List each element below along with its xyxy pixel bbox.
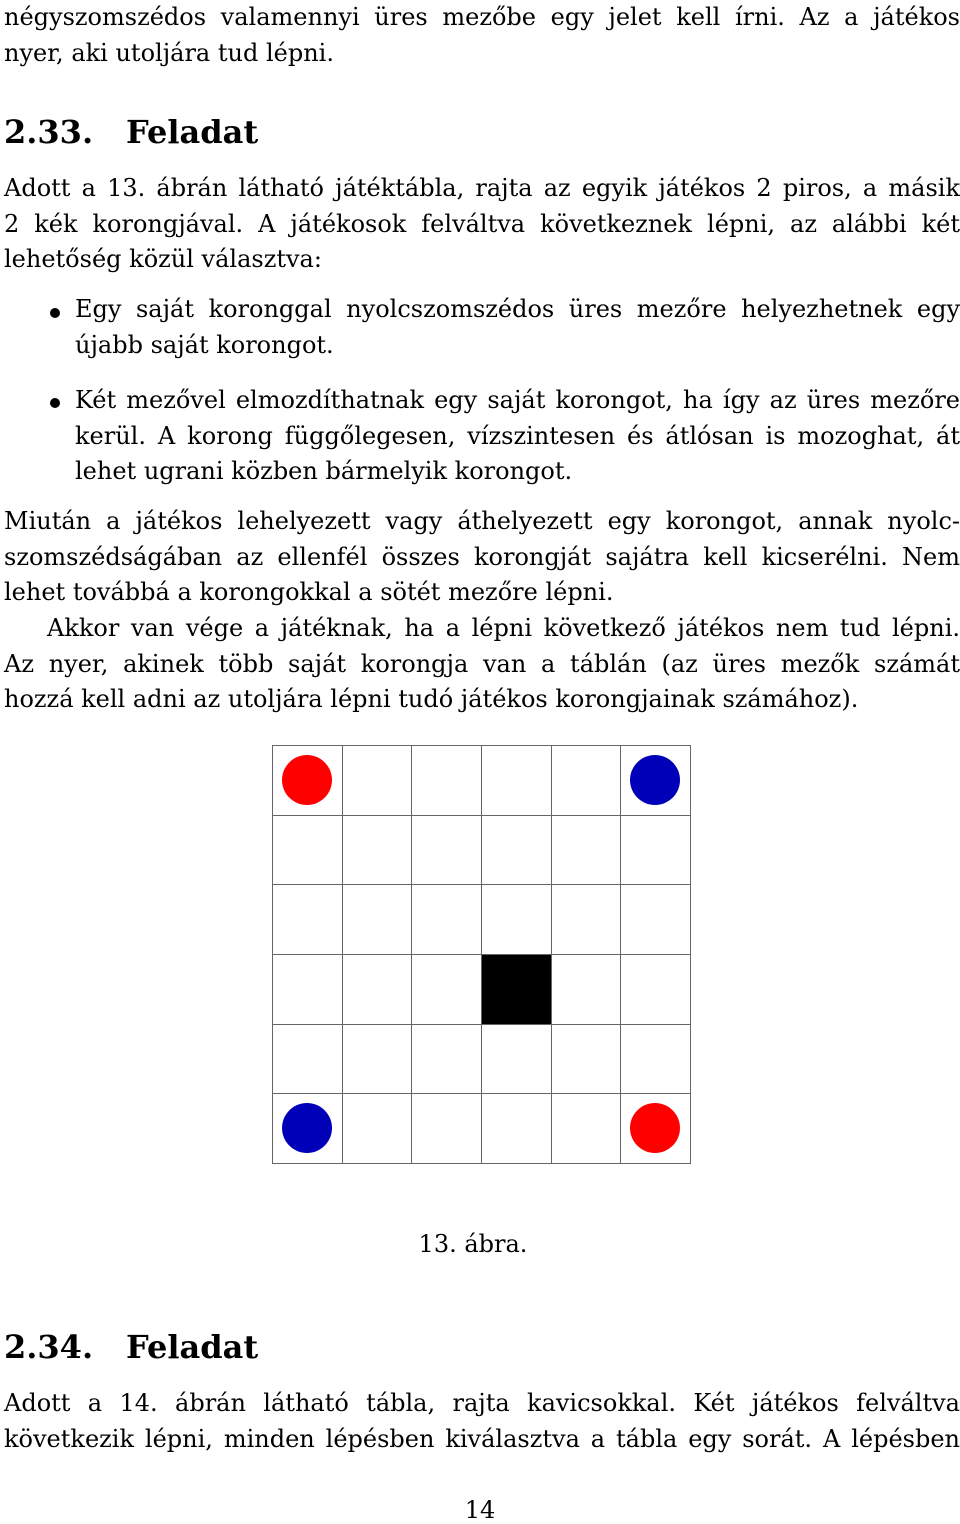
task-paragraph-1 <box>4 171 960 278</box>
board-cell <box>342 884 413 955</box>
board-cell <box>342 745 413 816</box>
board-cell <box>272 954 343 1025</box>
board-cell <box>620 884 691 955</box>
text-line: szomszédságában az ellenfél összes korongját sajátra kell kicserélni. Nem <box>4 542 960 571</box>
board-cell <box>411 745 482 816</box>
board-cell <box>411 1093 482 1164</box>
bullet-item-2 <box>75 383 960 490</box>
text-line: hozzá kell adni az utoljára lépni tudó játékos korongjainak számához). <box>4 685 859 713</box>
board-cell <box>272 1024 343 1095</box>
task-paragraph-2 <box>4 504 960 611</box>
task-paragraph-3 <box>4 611 960 718</box>
board-cell <box>481 745 552 816</box>
section-number: 2.33. <box>4 113 94 151</box>
text-line: 2 kék korongjával. A játékosok felváltva következnek lépni, az alábbi két <box>4 209 960 238</box>
text-line: Akkor van vége a játéknak, ha a lépni következő játékos nem tud lépni. <box>47 614 960 642</box>
text-line: lehetőség közül választva: <box>4 245 322 273</box>
text-line: Az nyer, akinek több saját korongja van a táblán (az üres mezők számát <box>4 649 960 678</box>
figure-caption: 13. ábra. <box>418 1230 528 1258</box>
section-title: Feladat <box>126 1328 259 1366</box>
board-cell <box>481 884 552 955</box>
board-cell <box>342 954 413 1025</box>
section-title: Feladat <box>126 113 259 151</box>
board-cell-dark <box>481 954 552 1025</box>
board-cell <box>342 815 413 886</box>
board-cell <box>481 1093 552 1164</box>
blue-disc <box>282 1103 332 1153</box>
board-cell <box>411 1024 482 1095</box>
text-line: Egy saját koronggal nyolcszomszédos üres mezőre helyezhetnek egy <box>75 295 960 323</box>
board-cell <box>411 815 482 886</box>
section-heading-2-33 <box>4 112 258 152</box>
game-board-figure <box>272 745 690 1163</box>
bullet-item-1 <box>75 292 960 363</box>
board-cell <box>620 954 691 1025</box>
text-line: újabb saját korongot. <box>75 330 334 359</box>
board-cell <box>551 884 622 955</box>
text-line: négyszomszédos valamennyi üres mezőbe egy jelet kell írni. Az a játékos <box>4 3 960 31</box>
intro-paragraph <box>4 0 960 71</box>
text-line: kerül. A korong függőlegesen, vízszintesen és átlósan is mozoghat, át <box>75 421 960 450</box>
page-number: 14 <box>464 1496 496 1524</box>
text-line: Miután a játékos lehelyezett vagy áthelyezett egy korongot, annak nyolc- <box>4 507 960 535</box>
board-cell <box>481 815 552 886</box>
board-cell <box>272 884 343 955</box>
text-line: lehet továbbá a korongokkal a sötét mezőre lépni. <box>4 578 614 606</box>
board-cell <box>551 1093 622 1164</box>
blue-disc <box>630 755 680 805</box>
task-paragraph-4 <box>4 1386 960 1457</box>
board-cell <box>551 815 622 886</box>
red-disc <box>282 755 332 805</box>
text-line: Adott a 14. ábrán látható tábla, rajta kavicsokkal. Két játékos felváltva <box>4 1389 960 1417</box>
board-cell <box>551 954 622 1025</box>
section-number: 2.34. <box>4 1328 94 1366</box>
board-cell <box>551 745 622 816</box>
section-heading-2-34 <box>4 1327 258 1367</box>
board-cell <box>342 1093 413 1164</box>
board-cell <box>272 815 343 886</box>
board-cell <box>551 1024 622 1095</box>
board-cell <box>411 954 482 1025</box>
bullet-icon <box>50 398 60 408</box>
board-cell <box>411 884 482 955</box>
board-cell <box>620 815 691 886</box>
text-line: Két mezővel elmozdíthatnak egy saját korongot, ha így az üres mezőre <box>75 386 960 414</box>
red-disc <box>630 1103 680 1153</box>
board-cell <box>481 1024 552 1095</box>
bullet-icon <box>50 308 60 318</box>
board-cell <box>342 1024 413 1095</box>
text-line: Adott a 13. ábrán látható játéktábla, rajta az egyik játékos 2 piros, a másik <box>4 174 960 202</box>
text-line: nyer, aki utoljára tud lépni. <box>4 38 334 67</box>
text-line: lehet ugrani közben bármelyik korongot. <box>75 457 573 485</box>
board-cell <box>620 1024 691 1095</box>
text-line: következik lépni, minden lépésben kiválasztva a tábla egy sorát. A lépésben <box>4 1424 960 1453</box>
